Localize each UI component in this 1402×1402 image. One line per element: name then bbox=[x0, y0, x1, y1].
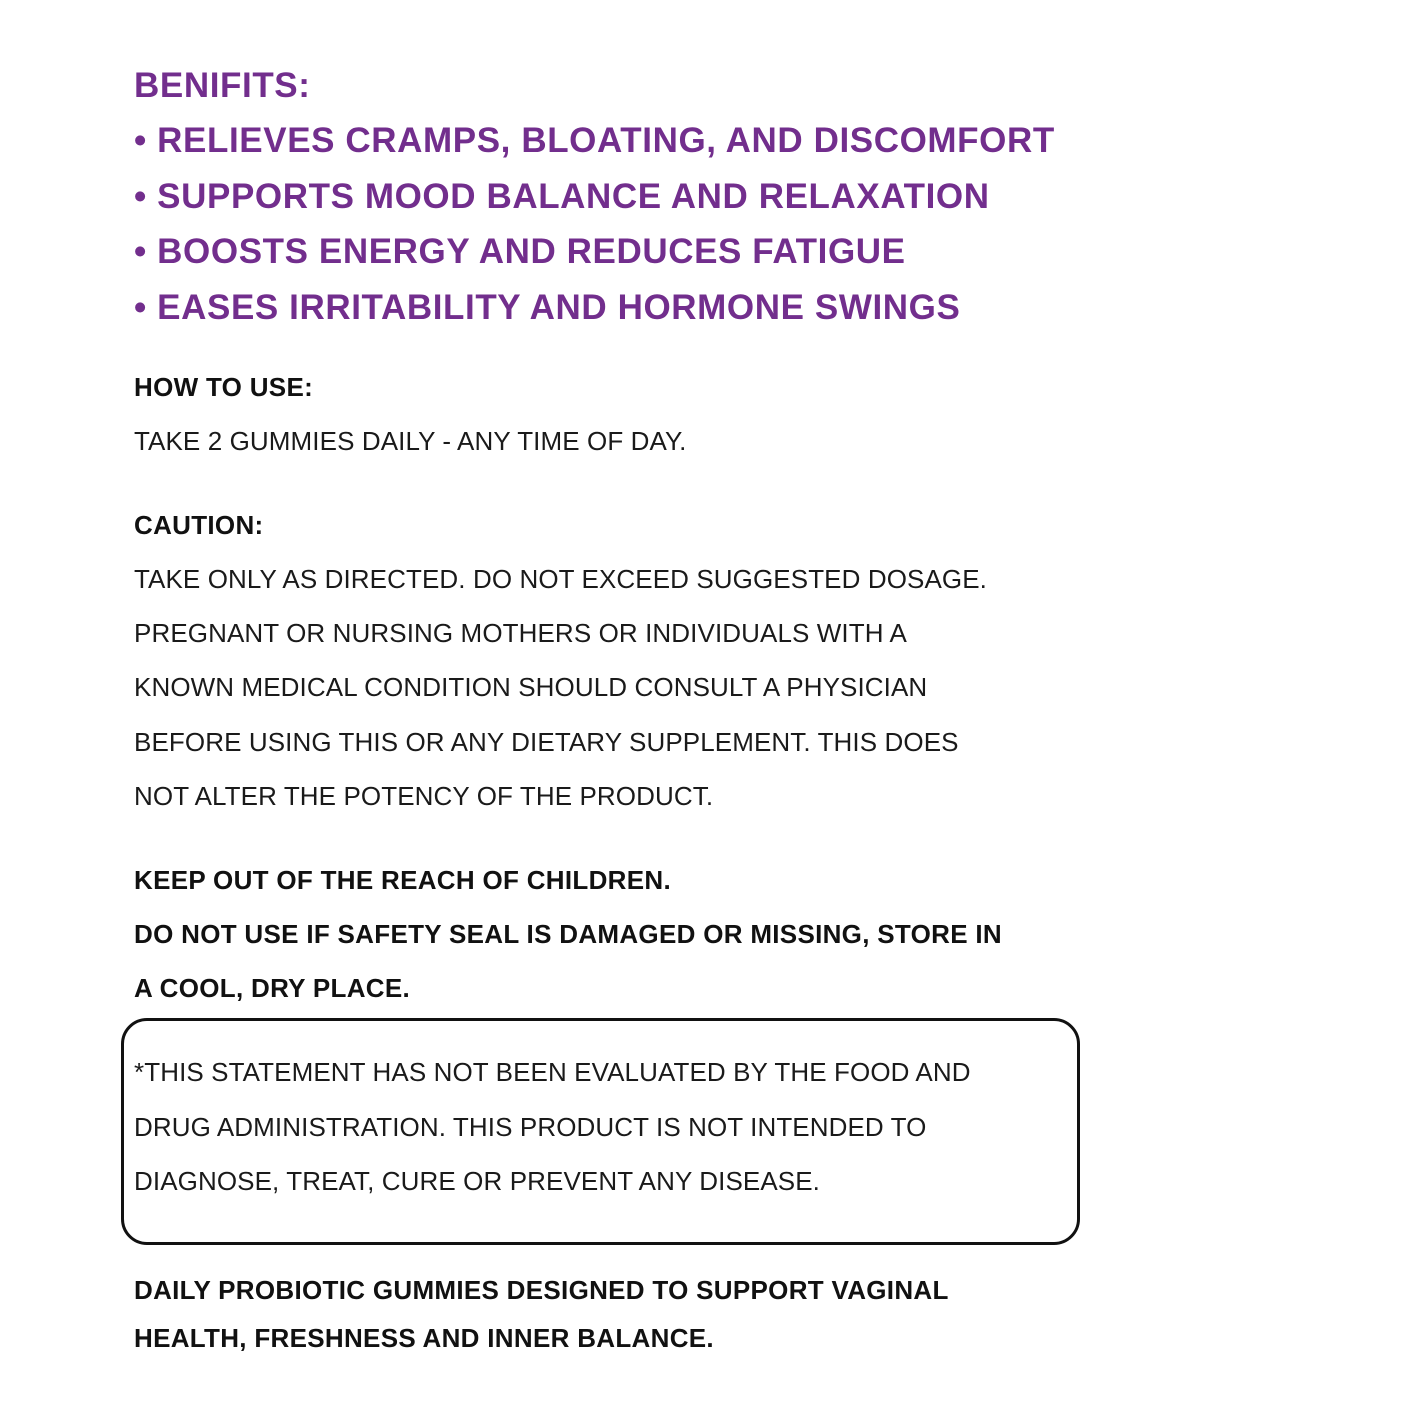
tagline-line: HEALTH, FRESHNESS AND INNER BALANCE. bbox=[134, 1323, 714, 1353]
tagline-line: DAILY PROBIOTIC GUMMIES DESIGNED TO SUPPORT VAGINAL bbox=[134, 1275, 949, 1305]
caution-title: CAUTION: bbox=[134, 510, 264, 540]
benefit-item: • RELIEVES CRAMPS, BLOATING, AND DISCOMFORT bbox=[134, 121, 1055, 160]
caution-line: BEFORE USING THIS OR ANY DIETARY SUPPLEMENT. THIS DOES bbox=[134, 727, 959, 757]
warning-line: A COOL, DRY PLACE. bbox=[134, 973, 411, 1003]
caution-line: NOT ALTER THE POTENCY OF THE PRODUCT. bbox=[134, 781, 714, 811]
caution-line: TAKE ONLY AS DIRECTED. DO NOT EXCEED SUGGESTED DOSAGE. bbox=[134, 564, 987, 594]
benefit-item: • EASES IRRITABILITY AND HORMONE SWINGS bbox=[134, 288, 961, 327]
benefit-item: • BOOSTS ENERGY AND REDUCES FATIGUE bbox=[134, 232, 906, 271]
benefit-item: • SUPPORTS MOOD BALANCE AND RELAXATION bbox=[134, 177, 990, 216]
disclaimer-line: *THIS STATEMENT HAS NOT BEEN EVALUATED BY THE FOOD AND bbox=[134, 1057, 971, 1087]
warning-line: KEEP OUT OF THE REACH OF CHILDREN. bbox=[134, 865, 671, 895]
how-to-use-text: TAKE 2 GUMMIES DAILY - ANY TIME OF DAY. bbox=[134, 426, 687, 456]
disclaimer-line: DIAGNOSE, TREAT, CURE OR PREVENT ANY DISEASE. bbox=[134, 1166, 820, 1196]
caution-line: PREGNANT OR NURSING MOTHERS OR INDIVIDUALS WITH A bbox=[134, 618, 907, 648]
benefits-title: BENIFITS: bbox=[134, 66, 311, 105]
caution-line: KNOWN MEDICAL CONDITION SHOULD CONSULT A PHYSICIAN bbox=[134, 672, 928, 702]
how-to-use-title: HOW TO USE: bbox=[134, 372, 314, 402]
warning-line: DO NOT USE IF SAFETY SEAL IS DAMAGED OR MISSING, STORE IN bbox=[134, 919, 1002, 949]
disclaimer-line: DRUG ADMINISTRATION. THIS PRODUCT IS NOT INTENDED TO bbox=[134, 1112, 927, 1142]
